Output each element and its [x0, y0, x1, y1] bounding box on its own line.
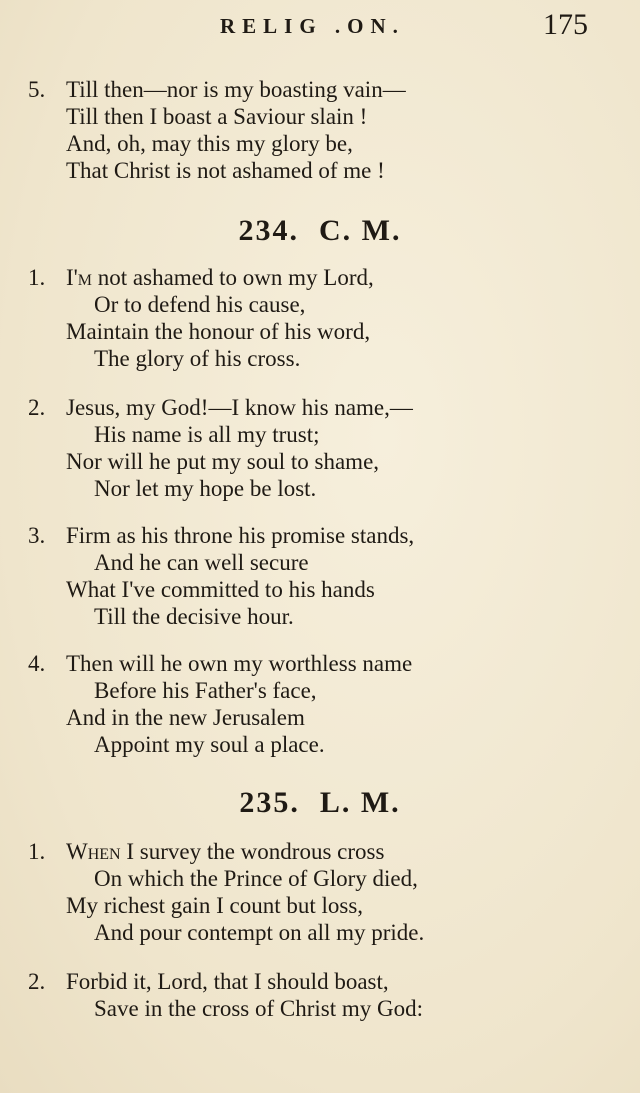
stanza-number: 1. [28, 839, 46, 864]
verse-line [0, 968, 640, 995]
verse-text: And in the new Jerusalem [66, 705, 305, 730]
hymn-235-heading [0, 786, 640, 820]
verse-line [0, 448, 640, 475]
verse-text: What I've committed to his hands [66, 577, 375, 602]
verse-line [0, 264, 640, 291]
verse-line [0, 603, 640, 630]
verse-text: My richest gain I count but loss, [66, 893, 364, 918]
first-word: I'm [66, 265, 93, 290]
verse-text: Save in the cross of Christ my God: [94, 996, 423, 1021]
verse-text: And pour contempt on all my pride. [94, 920, 425, 945]
verse-line [0, 892, 640, 919]
verse-line [0, 731, 640, 758]
verse-line [0, 475, 640, 502]
verse-line [0, 345, 640, 372]
verse-line [0, 865, 640, 892]
verse-text: The glory of his cross. [94, 346, 301, 371]
verse-text: Before his Father's face, [94, 678, 317, 703]
hymn-234-stanza-1 [0, 264, 640, 372]
verse-line [0, 291, 640, 318]
verse-text: Till the decisive hour. [94, 604, 294, 629]
hymn-234-heading [0, 214, 640, 248]
verse-text: And, oh, may this my glory be, [66, 131, 353, 156]
verse-text: Then will he own my worthless name [66, 651, 413, 676]
verse-text: Till then I boast a Saviour slain ! [66, 104, 368, 129]
verse-line [0, 919, 640, 946]
verse-line [0, 157, 640, 184]
verse-text: On which the Prince of Glory died, [94, 866, 418, 891]
hymn-234-stanza-4 [0, 650, 640, 758]
hymn-235-stanza-2 [0, 968, 640, 1022]
stanza-number: 3. [28, 523, 46, 548]
verse-line [0, 130, 640, 157]
verse-text-rest: not ashamed to own my Lord, [92, 265, 374, 290]
prev-hymn-stanza-5 [0, 76, 640, 184]
hymn-234-stanza-3 [0, 522, 640, 630]
hymn-235-stanza-1 [0, 838, 640, 946]
verse-text: Or to defend his cause, [94, 292, 306, 317]
verse-text [66, 838, 384, 865]
verse-line [0, 838, 640, 865]
hymn-number: 234. [238, 214, 299, 247]
verse-line [0, 650, 640, 677]
stanza-number: 5. [28, 77, 46, 102]
verse-text: And he can well secure [94, 550, 309, 575]
verse-line [0, 522, 640, 549]
hymn-meter: C. M. [319, 214, 402, 247]
stanza-number: 1. [28, 265, 46, 290]
hymn-234-stanza-2 [0, 394, 640, 502]
verse-text: His name is all my trust; [94, 422, 320, 447]
verse-line [0, 76, 640, 103]
first-word: When [66, 839, 121, 864]
stanza-number: 2. [28, 395, 46, 420]
verse-text-rest: I survey the wondrous cross [120, 839, 385, 864]
verse-line [0, 704, 640, 731]
verse-line [0, 549, 640, 576]
verse-text: Till then—nor is my boasting vain— [66, 77, 406, 102]
verse-line [0, 995, 640, 1022]
verse-text: Nor let my hope be lost. [94, 476, 317, 501]
verse-text [66, 264, 374, 291]
verse-text: Appoint my soul a place. [94, 732, 325, 757]
page-number: 175 [543, 8, 588, 41]
stanza-number: 2. [28, 969, 46, 994]
verse-line [0, 421, 640, 448]
verse-line [0, 318, 640, 345]
verse-text: Maintain the honour of his word, [66, 319, 371, 344]
verse-text: Forbid it, Lord, that I should boast, [66, 969, 389, 994]
stanza-number: 4. [28, 651, 46, 676]
hymn-meter: L. M. [319, 786, 401, 819]
verse-text: Nor will he put my soul to shame, [66, 449, 380, 474]
verse-line [0, 103, 640, 130]
verse-line [0, 394, 640, 421]
running-head: RELIG .ON. [220, 14, 405, 38]
hymn-number: 235. [239, 786, 300, 819]
verse-text: That Christ is not ashamed of me ! [66, 158, 385, 183]
verse-text: Firm as his throne his promise stands, [66, 523, 415, 548]
verse-line [0, 576, 640, 603]
verse-text: Jesus, my God!—I know his name,— [66, 395, 413, 420]
verse-line [0, 677, 640, 704]
